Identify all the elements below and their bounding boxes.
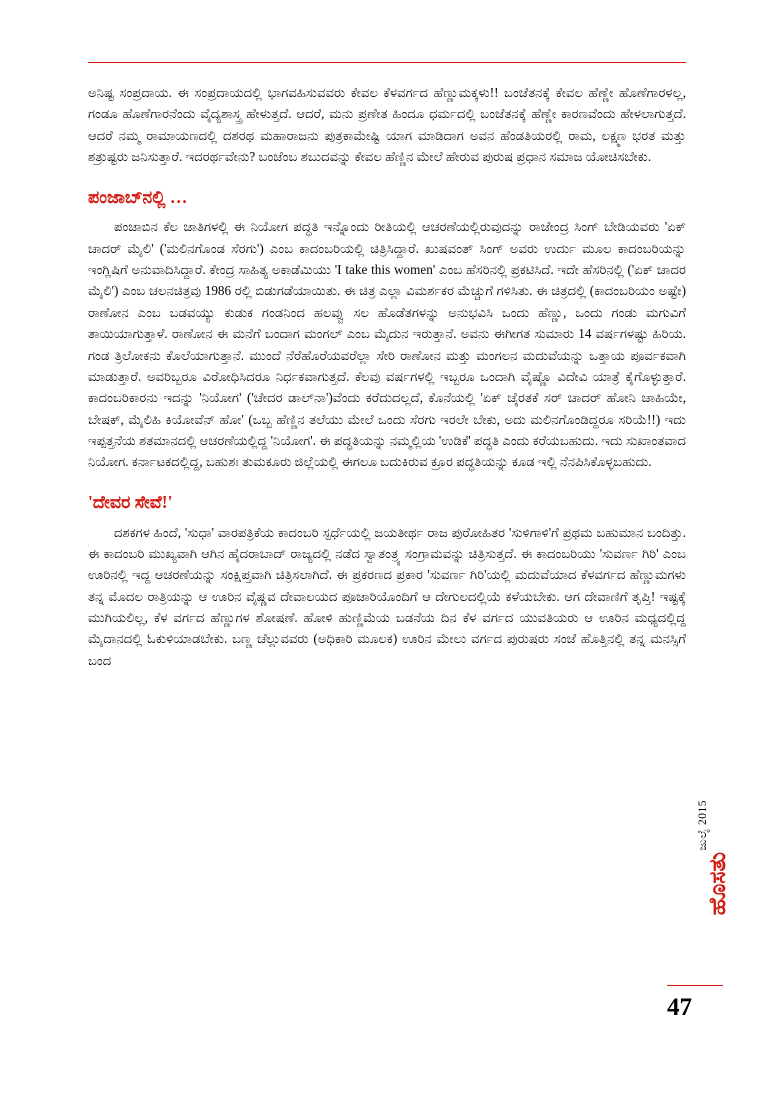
spacer [88, 473, 686, 491]
page-margin-rail [667, 0, 745, 1093]
article-body [88, 82, 686, 671]
top-rule-divider [88, 62, 686, 63]
spacer [88, 514, 686, 522]
folio-rule-divider [667, 985, 723, 986]
section-heading-punjab: ಪಂಜಾಬ್‌ನಲ್ಲಿ … [88, 186, 188, 207]
opening-paragraph: ಅನಿಷ್ಟ ಸಂಪ್ರದಾಯ. ಈ ಸಂಪ್ರದಾಯದಲ್ಲಿ ಭಾಗವಹಿಸುವವರು ಕೇವಲ ಕೆಳವರ್ಗದ ಹೆಣ್ಣುಮಕ್ಕಳು!! ಬಂಜೆತನಕ್ಕೆ ಕೇವಲ ಹೆಣ್ಣೇ ಹೊಣೆಗಾರಳಲ್ಲ, ಗಂಡೂ ಹೊಣೆಗಾರನೆಂದು ವೈದ್ಯಶಾಸ್ತ್ರ ಹೇಳುತ್ತದೆ. ಆದರೆ, ಮನು ಪ್ರಣೇತ ಹಿಂದೂ ಧರ್ಮದಲ್ಲಿ ಬಂಜೆತನಕ್ಕೆ ಹೆಣ್ಣೇ ಕಾರಣವೆಂದು ಹೇಳಲಾಗುತ್ತದೆ. ಆದರೆ ನಮ್ಮ ರಾಮಾಯಣದಲ್ಲಿ ದಶರಥ ಮಹಾರಾಜನು ಪುತ್ರಕಾಮೇಷ್ಟಿ ಯಾಗ ಮಾಡಿದಾಗ ಅವನ ಹೆಂಡತಿಯರಲ್ಲಿ ರಾಮ, ಲಕ್ಷ್ಮಣ ಭರತ ಮತ್ತು ಶತ್ರುಷ್ಟರು ಜನಿಸುತ್ತಾರೆ. ಇದರರ್ಥವೇನು? ಬಂಜೆಂಬ ಶಬುದವನ್ನು ಕೇವಲ ಹೆಣ್ಣಿನ ಮೇಲೆ ಹೇರುವ ಪುರುಷ ಪ್ರಧಾನ ಸಮಾಜ ಯೋಚಿಸಬೇಕು. [88, 85, 686, 165]
spacer [88, 168, 686, 186]
spacer [88, 208, 686, 216]
section-punjab-paragraph: ಪಂಜಾಬಿನ ಕೆಲ ಜಾತಿಗಳಲ್ಲಿ ಈ ನಿಯೋಗ ಪದ್ಧತಿ ಇನ್ನೊಂದು ರೀತಿಯಲ್ಲಿ ಆಚರಣೆಯಲ್ಲಿರುವುದನ್ನು ರಾಜೇಂದ್ರ ಸಿಂಗ್ ಬೇಡಿಯವರು 'ಏಕ್ ಚಾದರ್ ಮೈಲಿ' ('ಮಲಿನಗೊಂಡ ಸೆರಗು') ಎಂಬ ಕಾದಂಬರಿಯಲ್ಲಿ ಚಿತ್ರಿಸಿದ್ದಾರೆ. ಖುಷವಂತ್ ಸಿಂಗ್ ಅವರು ಉರ್ದು ಮೂಲ ಕಾದಂಬರಿಯನ್ನು ಇಂಗ್ಲಿಷಿಗೆ ಅನುವಾದಿಸಿದ್ದಾರೆ. ಕೇಂದ್ರ ಸಾಹಿತ್ಯ ಅಕಾಡೆಮಿಯು 'I take this women' ಎಂಬ ಹೆಸರಿನಲ್ಲಿ ಪ್ರಕಟಿಸಿದೆ. ಇದೇ ಹೆಸರಿನಲ್ಲಿ ('ಏಕ್ ಚಾದರ ಮೈಲಿ') ಎಂಬ ಚಲನಚಿತ್ರವು 1986 ರಲ್ಲಿ ಬಿಡುಗಡೆಯಾಯಿತು. ಈ ಚಿತ್ರ ಎಲ್ಲಾ ವಿಮರ್ಶಕರ ಮೆಚ್ಚುಗೆ ಗಳಿಸಿತು. ಈ ಚಿತ್ರದಲ್ಲಿ (ಕಾದಂಬರಿಯಂ ಅಷ್ಟೇ) ರಾಣೋನ ಎಂಬ ಬಡವಯ್ಯು ಕುಡುಕ ಗಂಡನಿಂದ ಹಲವ್ವು ಸಲ ಹೊಡೆತಗಳನ್ನು ಅನುಭವಿಸಿ ಒಂದು ಹೆಣ್ಣು, ಒಂದು ಗಂಡು ಮಗುವಿಗೆ ತಾಯಿಯಾಗುತ್ತಾಳೆ. ರಾಣೋನ ಈ ಮನೆಗೆ ಬಂದಾಗ ಮಂಗಲ್ ಎಂಬ ಮೈದುನ ಇರುತ್ತಾನೆ. ಅವನು ಈಗೀಗತ ಸುಮಾರು 14 ವರ್ಷಗಳಷ್ಟು ಹಿರಿಯ. ಗಂಡ ತ್ರಿಲೋಕನು ಕೊಲೆಯಾಗುತ್ತಾನೆ. ಮುಂದೆ ನೆರೆಹೊರೆಯವರೆಲ್ಲಾ ಸೇರಿ ರಾಣೋನ ಮತ್ತು ಮಂಗಲನ ಮದುವೆಯನ್ನು ಒತ್ತಾಯ ಪೂರ್ವಕವಾಗಿ ಮಾಡುತ್ತಾರೆ. ಅವರಿಬ್ಬರೂ ವಿರೋಧಿಸಿದರೂ ನಿರ್ಧಕವಾಗುತ್ತದೆ. ಕೆಲವು ವರ್ಷಗಳಲ್ಲಿ ಇಬ್ಬರೂ ಒಂದಾಗಿ ವೈಷ್ಣೊ ವಿದೇವಿ ಯಾತ್ರೆ ಕೈಗೊಳ್ಳುತ್ತಾರೆ. ಕಾದಂಬರಿಕಾರನು ಇದನ್ನು 'ನಿಯೋಗ' ('ಚೇದರ ಡಾಲ್‌ನಾ')ವೆಂದು ಕರೆದುದಲ್ಲದೆ, ಕೊನೆಯಲ್ಲಿ 'ಏಕ್ ಚೈರತಕೆ ಸರ್ ಚಾದರ್ ಹೋನಿ ಚಾಹಿಯೇ, ಬೇಷಕ್, ಮೈಲಿಹಿ ಕಿಯೋವೆನ್ ಹೋ' (ಒಬ್ಬ ಹೆಣ್ಣಿನ ತಲೆಯು ಮೇಲೆ ಒಂದು ಸೆರಗು ಇರಲೇ ಬೇಕು, ಅದು ಮಲಿನಗೊಂಡಿದ್ದರೂ ಸರಿಯೆ!!) ಇದು ಇಪ್ಪತ್ತನೆಯ ಶತಮಾನದಲ್ಲಿ ಆಚರಣೆಯಲ್ಲಿದ್ದ 'ನಿಯೋಗ'. ಈ ಪದ್ಧತಿಯನ್ನು ನಮ್ಮಲ್ಲಿಯ 'ಉಡಿಕೆ' ಪದ್ಧತಿ ಎಂದು ಕರೆಯಬಹುದು. ಇದು ಸುಖಾಂತವಾದ ನಿಯೋಗ. ಕರ್ನಾಟಕದಲ್ಲಿದ್ದ, ಬಹುಶಃ ತುಮಕೂರು ಜಿಲ್ಲೆಯಲ್ಲಿ ಈಗಲೂ ಬದುಕಿರುವ ಕ್ರೂರ ಪದ್ಧತಿಯನ್ನು ಕೂಡ ಇಲ್ಲಿ ನೆನಪಿಸಿಕೊಳ್ಳಬಹುದು. [88, 219, 686, 470]
issue-date-vertical: ಜುಲೈ 2015 [697, 800, 709, 851]
section-devara-seve-paragraph: ದಶಕಗಳ ಹಿಂದೆ, 'ಸುಧಾ' ವಾರಪತ್ರಿಕೆಯ ಕಾದಂಬರಿ ಸ್ಪರ್ಧೆಯಲ್ಲಿ ಜಯತೀರ್ಥ ರಾಜ ಪುರೋಹಿತರ 'ಸುಳಿಗಾಳಿ'ಗೆ ಪ್ರಥಮ ಬಹುಮಾನ ಬಂದಿತ್ತು. ಈ ಕಾದಂಬರಿ ಮುಖ್ಯವಾಗಿ ಆಗಿನ ಹೈದರಾಬಾದ್ ರಾಜ್ಯದಲ್ಲಿ ನಡೆದ ಸ್ವಾತಂತ್ರ್ಯ ಸಂಗ್ರಾಮವನ್ನು ಚಿತ್ರಿಸುತ್ತದೆ. ಈ ಕಾದಂಬರಿಯು 'ಸುವರ್ಣ ಗಿರಿ' ಎಂಬ ಊರಿನಲ್ಲಿ ಇದ್ದ ಆಚರಣೆಯನ್ನು ಸಂಕ್ಷಿಪ್ತವಾಗಿ ಚಿತ್ರಿಸಲಾಗಿದೆ. ಈ ಪ್ರಕರಣದ ಪ್ರಕಾರ 'ಸುವರ್ಣ ಗಿರಿ'ಯಲ್ಲಿ ಮದುವೆಯಾದ ಕೆಳವರ್ಗದ ಹೆಣ್ಣುಮಗಳು ತನ್ನ ಮೊದಲ ರಾತ್ರಿಯನ್ನು ಆ ಊರಿನ ವೈಷ್ಣವ ದೇವಾಲಯದ ಪೂಜಾರಿಯೊಂದಿಗೆ ಆ ದೇಗುಲದಲ್ಲಿಯೆ ಕಳೆಯಬೇಕು. ಆಗ ದೇವಾಣಿಗೆ ತೃಪ್ತಿ! ಇಷ್ಟಕ್ಕೆ ಮುಗಿಯಲಿಲ್ಲ, ಕೆಳ ವರ್ಗದ ಹೆಣ್ಣುಗಳ ಶೋಷಣೆ. ಹೋಳಿ ಹುಣ್ಣಿಮೆಯ ಬಡನೆಯ ದಿನ ಕೆಳ ವರ್ಗದ ಯುವತಿಯರು ಆ ಊರಿನ ಮಧ್ಯದಲ್ಲಿದ್ದ ಮೈದಾನದಲ್ಲಿ ಓಕುಳಿಯಾಡಬೇಕು. ಬಣ್ಣ ಚೆಲ್ಲುವವರು (ಅಧಿಕಾರಿ ಮೂಲಕ) ಊರಿನ ಮೇಲು ವರ್ಗದ ಪುರುಷರು ಸಂಜೆ ಹೊತ್ತಿನಲ್ಲಿ ತನ್ನ ಮನಸ್ಸಿಗೆ ಬಂದ [88, 524, 686, 668]
section-heading-devara-seve: 'ದೇವರ ಸೇವೆ!' [88, 491, 173, 512]
magazine-name-vertical: ಹೊಸತು [705, 852, 730, 916]
page-number: 47 [667, 994, 692, 1021]
